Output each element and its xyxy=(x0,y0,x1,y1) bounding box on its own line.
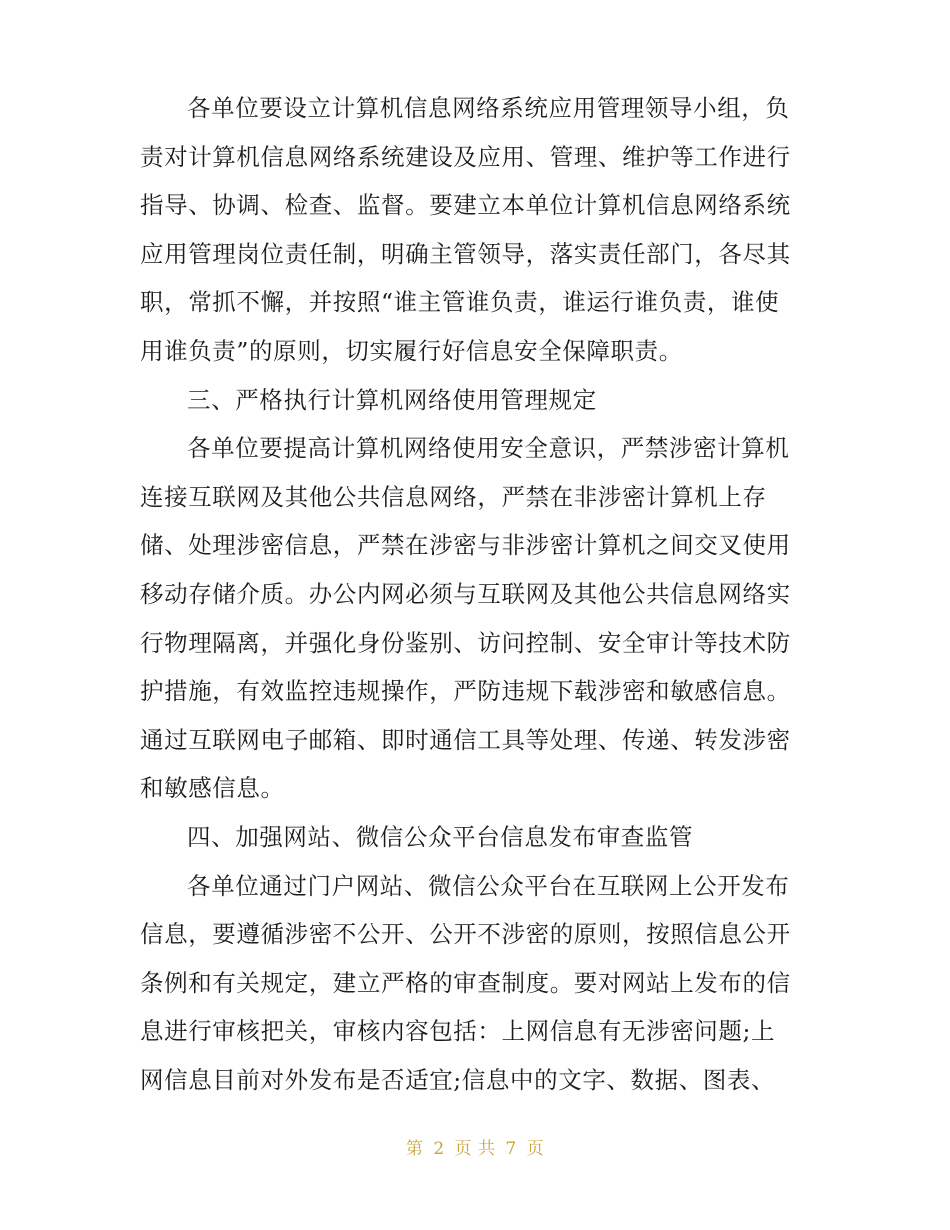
text-line: 各单位要提高计算机网络使用安全意识，严禁涉密计算机 xyxy=(187,434,790,463)
text-line: 护措施，有效监控违规操作，严防违规下载涉密和敏感信息。 xyxy=(140,677,791,706)
footer-current-page: 2 xyxy=(433,1139,445,1159)
text-line: 职，常抓不懈，并按照“谁主管谁负责，谁运行谁负责，谁使 xyxy=(140,288,780,317)
paragraph-3 xyxy=(140,862,812,1105)
text-line: 和敏感信息。 xyxy=(140,774,285,803)
paragraph-1 xyxy=(140,84,812,376)
text-line: 连接互联网及其他公共信息网络，严禁在非涉密计算机上存 xyxy=(140,482,767,511)
section-heading: 四、加强网站、微信公众平台信息发布审查监管 xyxy=(187,822,694,851)
text-line: 条例和有关规定，建立严格的审查制度。要对网站上发布的信 xyxy=(140,968,791,997)
page-footer xyxy=(0,1134,950,1159)
text-line: 各单位通过门户网站、微信公众平台在互联网上公开发布 xyxy=(187,871,790,900)
section-heading-4 xyxy=(140,813,812,862)
text-line: 息进行审核把关，审核内容包括：上网信息有无涉密问题;上 xyxy=(140,1017,776,1046)
footer-suffix: 页 xyxy=(526,1139,545,1159)
section-heading-3 xyxy=(140,376,812,425)
text-line: 行物理隔离，并强化身份鉴别、访问控制、安全审计等技术防 xyxy=(140,628,791,657)
text-line: 通过互联网电子邮箱、即时通信工具等处理、传递、转发涉密 xyxy=(140,725,791,754)
text-line: 各单位要设立计算机信息网络系统应用管理领导小组，负 xyxy=(187,94,790,122)
text-line: 储、处理涉密信息，严禁在涉密与非涉密计算机之间交叉使用 xyxy=(140,531,791,560)
text-line: 移动存储介质。办公内网必须与互联网及其他公共信息网络实 xyxy=(140,579,791,608)
section-heading: 三、严格执行计算机网络使用管理规定 xyxy=(187,385,597,414)
text-line: 指导、协调、检查、监督。要建立本单位计算机信息网络系统 xyxy=(140,191,791,220)
footer-total-pages: 7 xyxy=(505,1139,517,1159)
text-line: 责对计算机信息网络系统建设及应用、管理、维护等工作进行 xyxy=(140,142,791,171)
footer-prefix: 第 xyxy=(405,1139,424,1159)
text-line: 应用管理岗位责任制，明确主管领导，落实责任部门，各尽其 xyxy=(140,239,791,268)
document-body xyxy=(140,84,812,1104)
text-line: 信息，要遵循涉密不公开、公开不涉密的原则，按照信息公开 xyxy=(140,920,791,949)
paragraph-2 xyxy=(140,424,812,813)
text-line: 用谁负责”的原则，切实履行好信息安全保障职责。 xyxy=(140,336,683,365)
footer-middle: 页 共 xyxy=(454,1139,496,1159)
text-line: 网信息目前对外发布是否适宜;信息中的文字、数据、图表、 xyxy=(140,1065,776,1094)
